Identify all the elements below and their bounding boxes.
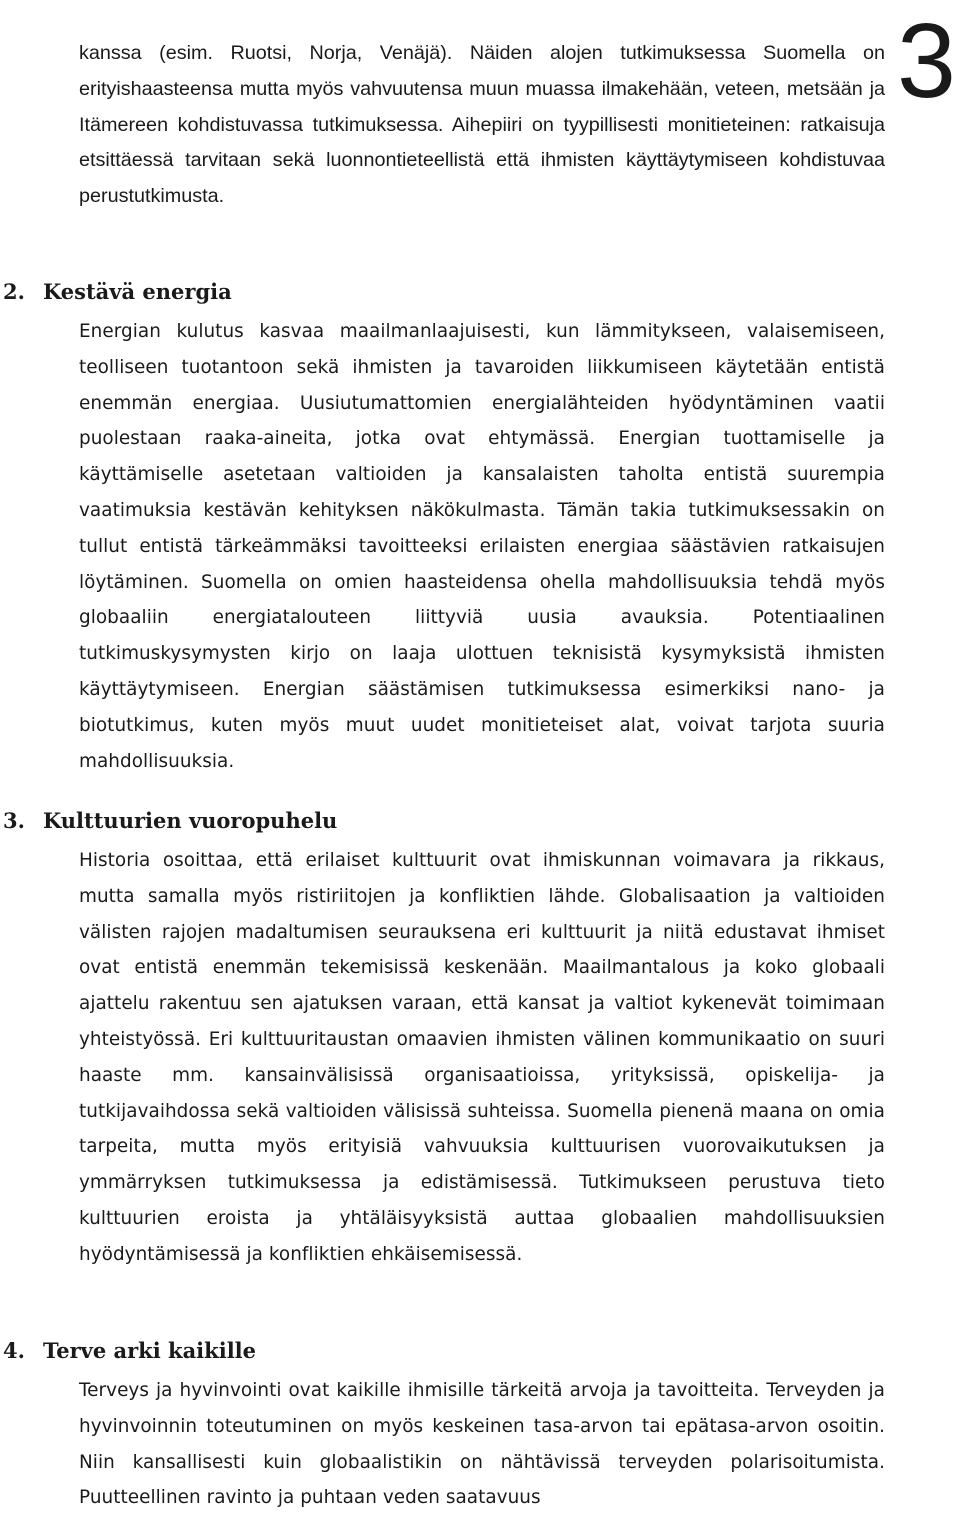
- section-number: 3.: [3, 808, 25, 833]
- section-title: Kestävä energia: [43, 279, 232, 304]
- section-number: 2.: [3, 279, 25, 304]
- section-heading-energy: [0, 277, 232, 307]
- intro-paragraph: kanssa (esim. Ruotsi, Norja, Venäjä). Näiden alojen tutkimuksessa Suomella on erityishaasteensa mutta myös vahvuutensa muun muassa ilmakehään, veteen, metsään ja Itämereen kohdistuvassa tutkimuksessa. Aihepiiri on tyypillisesti monitieteinen: ratkaisuja etsittäessä tarvitaan sekä luonnontieteellistä että ihmisten käyttäytymiseen kohdistuvaa perustutkimusta.: [79, 42, 885, 208]
- section-title: Kulttuurien vuoropuhelu: [43, 808, 338, 833]
- section-paragraph-health: Terveys ja hyvinvointi ovat kaikille ihmisille tärkeitä arvoja ja tavoitteita. Terveyden ja hyvinvoinnin toteutuminen on myös keskeinen tasa-arvon tai epätasa-arvon osoitin. Niin kansallisesti kuin globaalistikin on nähtävissä terveyden polarisoitumista. Puutteellinen ravinto ja puhtaan veden saatavuus: [79, 1380, 885, 1509]
- section-number: 4.: [3, 1338, 25, 1363]
- section-paragraph-cultures: Historia osoittaa, että erilaiset kulttuurit ovat ihmiskunnan voimavara ja rikkaus, mutta samalla myös ristiriitojen ja konfliktien lähde. Globalisaation ja valtioiden välisten rajojen madaltumisen seurauksena eri kulttuurit ja niitä edustavat ihmiset ovat entistä enemmän tekemisissä keskenään. Maailmantalous ja koko globaali ajattelu rakentuu sen ajatuksen varaan, että kansat ja valtiot kykenevät toimimaan yhteistyössä. Eri kulttuuritaustan omaavien ihmisten välinen kommunikaatio on suuri haaste mm. kansainvälisissä organisaatioissa, yrityksissä, opiskelija- ja tutkijavaihdossa sekä valtioiden välisissä suhteissa. Suomella pienenä maana on omia tarpeita, mutta myös erityisiä vahvuuksia kulttuurisen vuorovaikutuksen ja ymmärryksen tutkimuksessa ja edistämisessä. Tutkimukseen perustuva tieto kulttuurien eroista ja yhtäläisyyksistä auttaa globaalien mahdollisuuksien hyödyntämisessä ja konfliktien ehkäisemisessä.: [79, 850, 885, 1265]
- section-paragraph-energy: Energian kulutus kasvaa maailmanlaajuisesti, kun lämmitykseen, valaisemiseen, teolliseen tuotantoon sekä ihmisten ja tavaroiden liikkumiseen käytetään entistä enemmän energiaa. Uusiutumattomien energialähteiden hyödyntäminen vaatii puolestaan raaka-aineita, jotka ovat ehtymässä. Energian tuottamiselle ja käyttämiselle asetetaan valtioiden ja kansalaisten taholta entistä suurempia vaatimuksia kestävän kehityksen näkökulmasta. Tämän takia tutkimuksessakin on tullut entistä tärkeämmäksi tavoitteeksi erilaisten energiaa säästävien ratkaisujen löytäminen. Suomella on omien haasteidensa ohella mahdollisuuksia tehdä myös globaaliin energiatalouteen liittyviä uusia avauksia. Potentiaalinen tutkimuskysymysten kirjo on laaja ulottuen teknisistä kysymyksistä ihmisten käyttäytymiseen. Energian säästämisen tutkimuksessa esimerkiksi nano- ja biotutkimus, kuten myös muut uudet monitieteiset alat, voivat tarjota suuria mahdollisuuksia.: [79, 321, 885, 772]
- page-number: 3: [897, 2, 954, 120]
- section-heading-cultures: [0, 806, 337, 836]
- section-heading-health: [0, 1336, 256, 1366]
- section-title: Terve arki kaikille: [43, 1338, 257, 1363]
